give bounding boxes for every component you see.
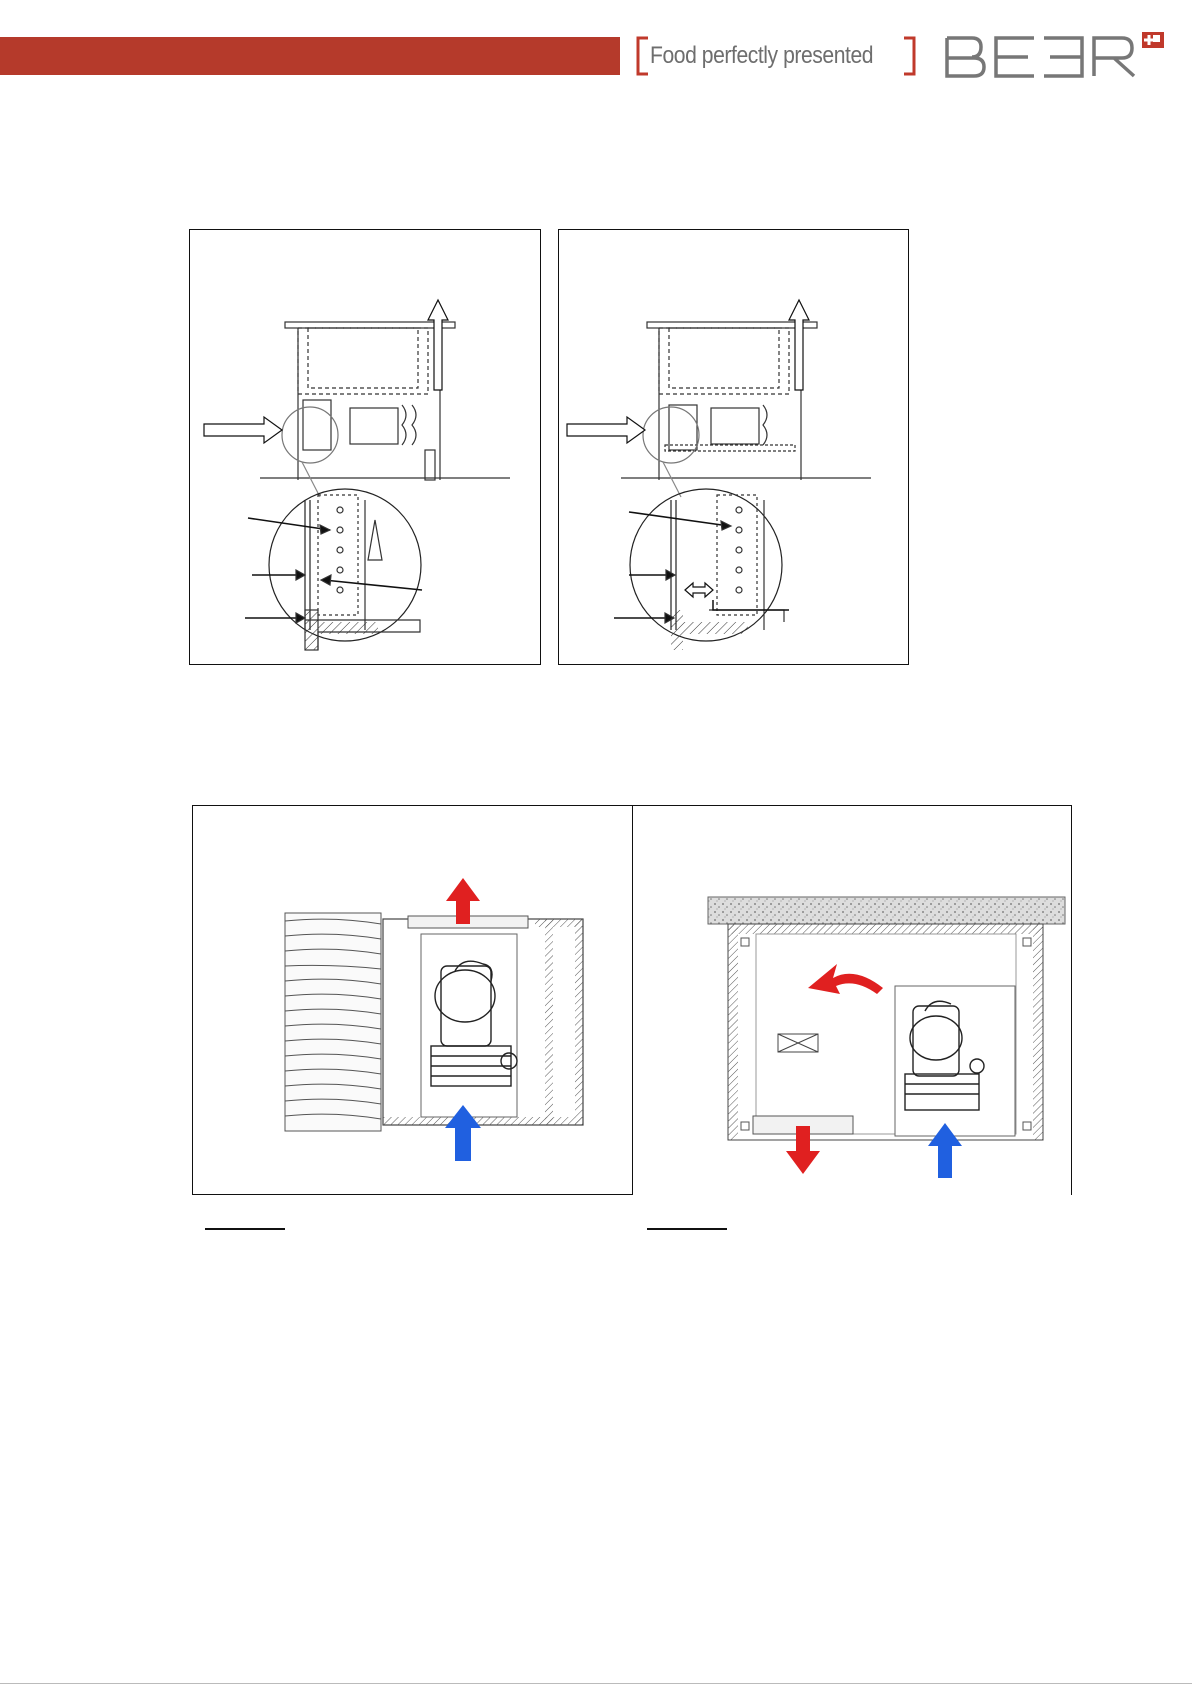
figure-bottom-left xyxy=(192,805,634,1195)
slogan xyxy=(636,36,916,76)
figure-top-right xyxy=(558,229,909,665)
beer-logo xyxy=(944,30,1169,85)
beer-logo-mark xyxy=(944,30,1169,80)
unit-with-flexible-exhaust-duct-diagram-icon xyxy=(193,806,632,1193)
figure-bottom-right xyxy=(632,805,1072,1195)
header-bar xyxy=(0,37,620,75)
unit-installation-with-air-gap-diagram-icon xyxy=(559,230,907,663)
figure-top-left xyxy=(189,229,541,665)
page-bottom-rule xyxy=(0,1683,1192,1684)
unit-installation-with-closed-gap-diagram-icon xyxy=(190,230,539,663)
caption-underline-left xyxy=(205,1228,285,1230)
caption-underline-right xyxy=(647,1228,727,1230)
unit-in-closed-cabinet-air-recirculation-diagram-icon xyxy=(633,806,1070,1196)
slogan-text: Food perfectly presented xyxy=(650,42,874,69)
